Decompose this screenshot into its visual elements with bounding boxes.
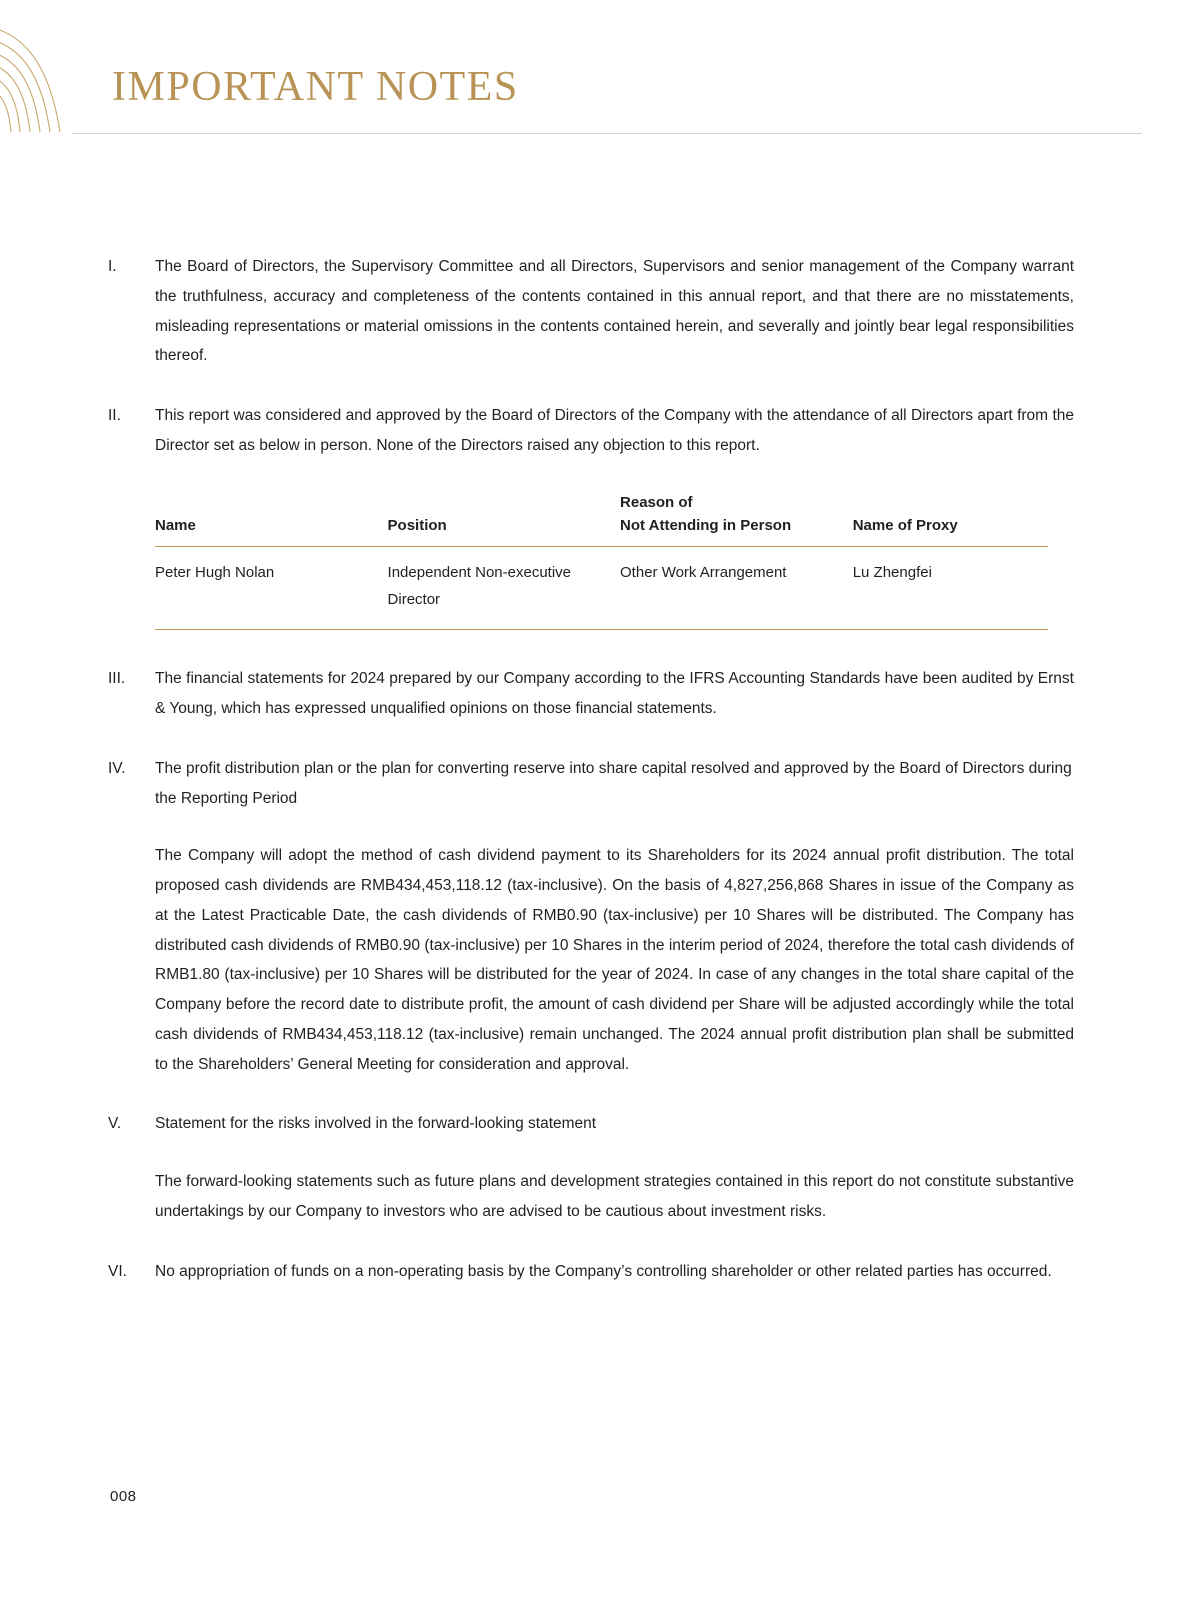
clause-numeral: V.	[108, 1115, 122, 1133]
page-title: IMPORTANT NOTES	[112, 64, 519, 110]
page-header	[0, 0, 1190, 140]
swoosh-decoration-icon	[0, 18, 110, 138]
column-header-reason-line2: Not Attending in Person	[620, 516, 792, 534]
table-row	[155, 547, 1048, 630]
cell-position: Independent Non-executive Director	[388, 547, 620, 630]
clause-paragraph: The financial statements for 2024 prepared by our Company according to the IFRS Accounting Standards have been audited by Ernst & Young, which has expressed unqualified opinions on those financial statements.	[155, 670, 1074, 718]
cell-proxy: Lu Zhengfei	[853, 547, 1048, 630]
column-header-proxy: Name of Proxy	[853, 491, 1048, 547]
clause-numeral: IV.	[108, 759, 126, 777]
table-header-row	[155, 491, 1048, 547]
clause-numeral: VI.	[108, 1262, 127, 1280]
clause-ii	[0, 401, 1190, 461]
column-header-position: Position	[388, 491, 620, 547]
column-header-reason	[620, 491, 853, 547]
clause-vi	[0, 1257, 1190, 1287]
clause-paragraph: This report was considered and approved by the Board of Directors of the Company with the attendance of all Directors apart from the Director set as below in person. None of the Directors raised any objection to this report.	[155, 407, 1074, 454]
clause-paragraph: Statement for the risks involved in the forward-looking statement	[155, 1115, 597, 1133]
clause-numeral: III.	[108, 670, 126, 688]
clause-paragraph: No appropriation of funds on a non-operating basis by the Company’s controlling shareholder or other related parties has occurred.	[155, 1262, 1052, 1280]
column-header-name: Name	[155, 491, 388, 547]
header-divider	[72, 133, 1142, 134]
page-number: 008	[110, 1488, 137, 1505]
clause-paragraph: The forward-looking statements such as future plans and development strategies contained in this report do not constitute substantive undertakings by our Company to investors who are advised to be cautious about investment risks.	[155, 1173, 1074, 1220]
director-absence-table	[155, 491, 1048, 631]
clause-paragraph: The profit distribution plan or the plan for converting reserve into share capital resolved and approved by the Board of Directors during the Reporting Period	[155, 759, 1072, 807]
clause-numeral: II.	[108, 407, 121, 424]
clause-v	[0, 1109, 1190, 1226]
cell-reason: Other Work Arrangement	[620, 547, 853, 630]
clause-iv	[0, 754, 1190, 1080]
cell-name: Peter Hugh Nolan	[155, 547, 388, 630]
document-body	[0, 252, 1190, 1316]
clause-i	[0, 252, 1190, 371]
clause-iii	[0, 664, 1190, 724]
clause-numeral: I.	[108, 258, 117, 275]
clause-paragraph: The Board of Directors, the Supervisory Committee and all Directors, Supervisors and senior management of the Company warrant the truthfulness, accuracy and completeness of the contents contained in this annual report, and that there are no misstatements, misleading representations or material omissions in the contents contained herein, and severally and jointly bear legal responsibilities thereof.	[155, 258, 1074, 365]
column-header-reason-line1: Reason of	[620, 493, 693, 511]
clause-paragraph: The Company will adopt the method of cash dividend payment to its Shareholders for its 2024 annual profit distribution. The total proposed cash dividends are RMB434,453,118.12 (tax-inclusive). On the basis of 4,827,256,868 Shares in issue of the Company as at the Latest Practicable Date, the cash dividends of RMB0.90 (tax-inclusive) per 10 Shares will be distributed. The Company has distributed cash dividends of RMB0.90 (tax-inclusive) per 10 Shares in the interim period of 2024, therefore the total cash dividends of RMB1.80 (tax-inclusive) per 10 Shares will be distributed for the year of 2024. In case of any changes in the total share capital of the Company before the record date to distribute profit, the amount of cash dividend per Share will be adjusted accordingly while the total cash dividends of RMB434,453,118.12 (tax-inclusive) remain unchanged. The 2024 annual profit distribution plan shall be submitted to the Shareholders’ General Meeting for consideration and approval.	[155, 847, 1074, 1073]
